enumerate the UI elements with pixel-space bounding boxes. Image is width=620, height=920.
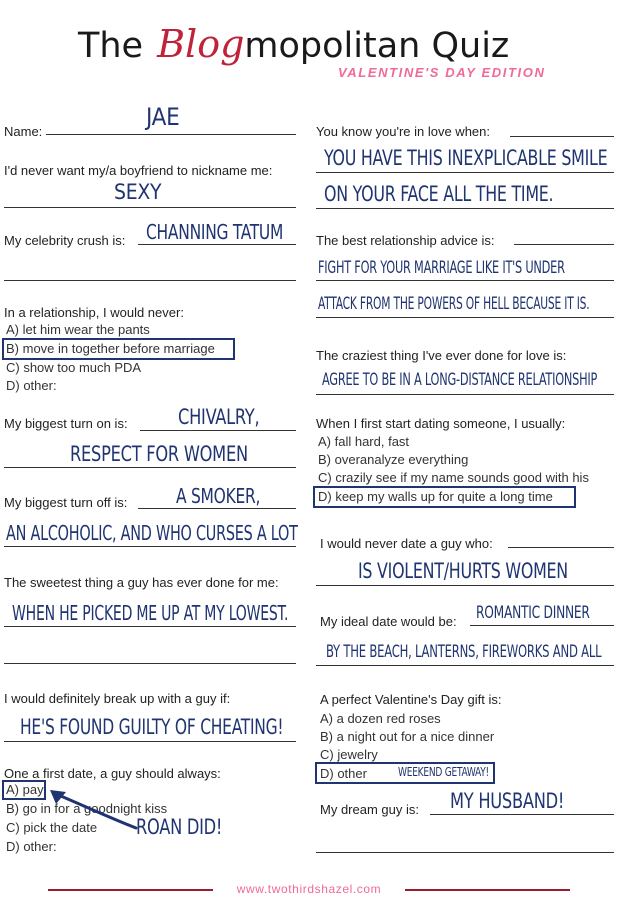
gift-label: A perfect Valentine's Day gift is: [320,692,502,707]
title-word-mopolitan-quiz: mopolitan Quiz [244,26,510,66]
edition-subtitle: VALENTINE'S DAY EDITION [338,65,546,80]
never-label: In a relationship, I would never: [4,305,184,320]
advice-answer-1: FIGHT FOR YOUR MARRIAGE LIKE IT'S UNDER [318,258,565,278]
love-answer-1: YOU HAVE THIS INEXPLICABLE SMILE [324,146,608,170]
firstdate-option-b: B) go in for a goodnight kiss [6,801,168,816]
gift-option-b: B) a night out for a nice dinner [320,729,495,744]
crush-extra-line [4,280,296,281]
never-date-line-2 [316,585,614,586]
advice-line-2 [316,280,614,281]
dating-label: When I first start dating someone, I usually: [316,416,566,431]
never-option-b: B) move in together before marriage [6,341,215,356]
crush-label: My celebrity crush is: [4,233,126,248]
footer-url[interactable]: www.twothirdshazel.com [236,882,382,896]
title-script-blog: Blog [157,22,245,66]
dream-label: My dream guy is: [320,802,419,817]
breakup-line [4,741,296,742]
dating-option-c: C) crazily see if my name sounds good with his [318,470,589,485]
turnoff-line-2 [4,546,296,547]
breakup-answer: HE'S FOUND GUILTY OF CHEATING! [20,715,284,739]
love-answer-2: ON YOUR FACE ALL THE TIME. [324,182,554,206]
sweetest-line [4,626,296,627]
nickname-answer: SEXY [114,180,162,204]
crush-line [138,244,296,245]
craziest-line [316,394,614,395]
ideal-answer-1: ROMANTIC DINNER [476,603,590,623]
craziest-label: The craziest thing I've ever done for love is: [316,348,567,363]
firstdate-note: ROAN DID! [136,815,223,839]
footer-rule-left [48,889,213,891]
dating-option-b: B) overanalyze everything [318,452,469,467]
breakup-label: I would definitely break up with a guy if: [4,691,231,706]
advice-answer-2: ATTACK FROM THE POWERS OF HELL BECAUSE IT IS. [318,294,590,314]
never-date-answer: IS VIOLENT/HURTS WOMEN [358,559,568,583]
advice-label: The best relationship advice is: [316,233,495,248]
dating-option-a: A) fall hard, fast [318,434,410,449]
love-line-3 [316,208,614,209]
turnoff-label: My biggest turn off is: [4,495,128,510]
ideal-line-2 [316,665,614,666]
sweetest-answer: WHEN HE PICKED ME UP AT MY LOWEST. [12,601,289,625]
gift-option-d: D) other [320,766,367,781]
gift-option-c: C) jewelry [320,747,378,762]
turnon-answer-1: CHIVALRY, [178,405,260,429]
turnon-label: My biggest turn on is: [4,416,128,431]
gift-option-a: A) a dozen red roses [320,711,441,726]
turnon-line [140,430,296,431]
name-answer: JAE [146,103,180,131]
title-word-the: The [78,26,144,66]
sweetest-label: The sweetest thing a guy has ever done for me: [4,575,279,590]
firstdate-option-a: A) pay [6,782,44,797]
nickname-line [4,207,296,208]
turnon-answer-2: RESPECT FOR WOMEN [70,442,248,466]
love-label: You know you're in love when: [316,124,491,139]
ideal-answer-2: BY THE BEACH, LANTERNS, FIREWORKS AND ALL [326,642,602,662]
never-answer-circle [2,338,235,360]
firstdate-option-c: C) pick the date [6,820,98,835]
nickname-label: I'd never want my/a boyfriend to nickname me: [4,163,273,178]
name-line [46,134,296,135]
turnoff-answer-1: A SMOKER, [176,484,261,508]
never-option-d: D) other: [6,378,57,393]
gift-other-answer: WEEKEND GETAWAY! [398,765,489,779]
arrow-icon [40,784,140,834]
turnon-line-2 [4,467,296,468]
ideal-line [470,625,614,626]
love-line [510,136,614,137]
turnoff-answer-2: AN ALCOHOLIC, AND WHO CURSES A LOT [6,521,298,545]
crush-answer: CHANNING TATUM [146,220,284,244]
craziest-answer: AGREE TO BE IN A LONG-DISTANCE RELATIONSHIP [322,370,598,390]
dating-answer-circle [313,486,576,508]
never-date-label: I would never date a guy who: [320,536,493,551]
dream-line [430,814,614,815]
firstdate-label: One a first date, a guy should always: [4,766,221,781]
never-option-a: A) let him wear the pants [6,322,150,337]
footer-rule-right [405,889,570,891]
never-date-line [508,547,614,548]
name-label: Name: [4,124,43,139]
firstdate-option-d: D) other: [6,839,57,854]
advice-line-3 [316,317,614,318]
love-line-2 [316,172,614,173]
advice-line [514,244,614,245]
quiz-title [78,22,558,70]
never-option-c: C) show too much PDA [6,360,142,375]
dating-option-d: D) keep my walls up for quite a long time [318,489,553,504]
dream-answer: MY HUSBAND! [450,789,565,813]
dream-line-2 [316,852,614,853]
ideal-label: My ideal date would be: [320,614,457,629]
sweetest-line-2 [4,663,296,664]
turnoff-line [138,508,296,509]
